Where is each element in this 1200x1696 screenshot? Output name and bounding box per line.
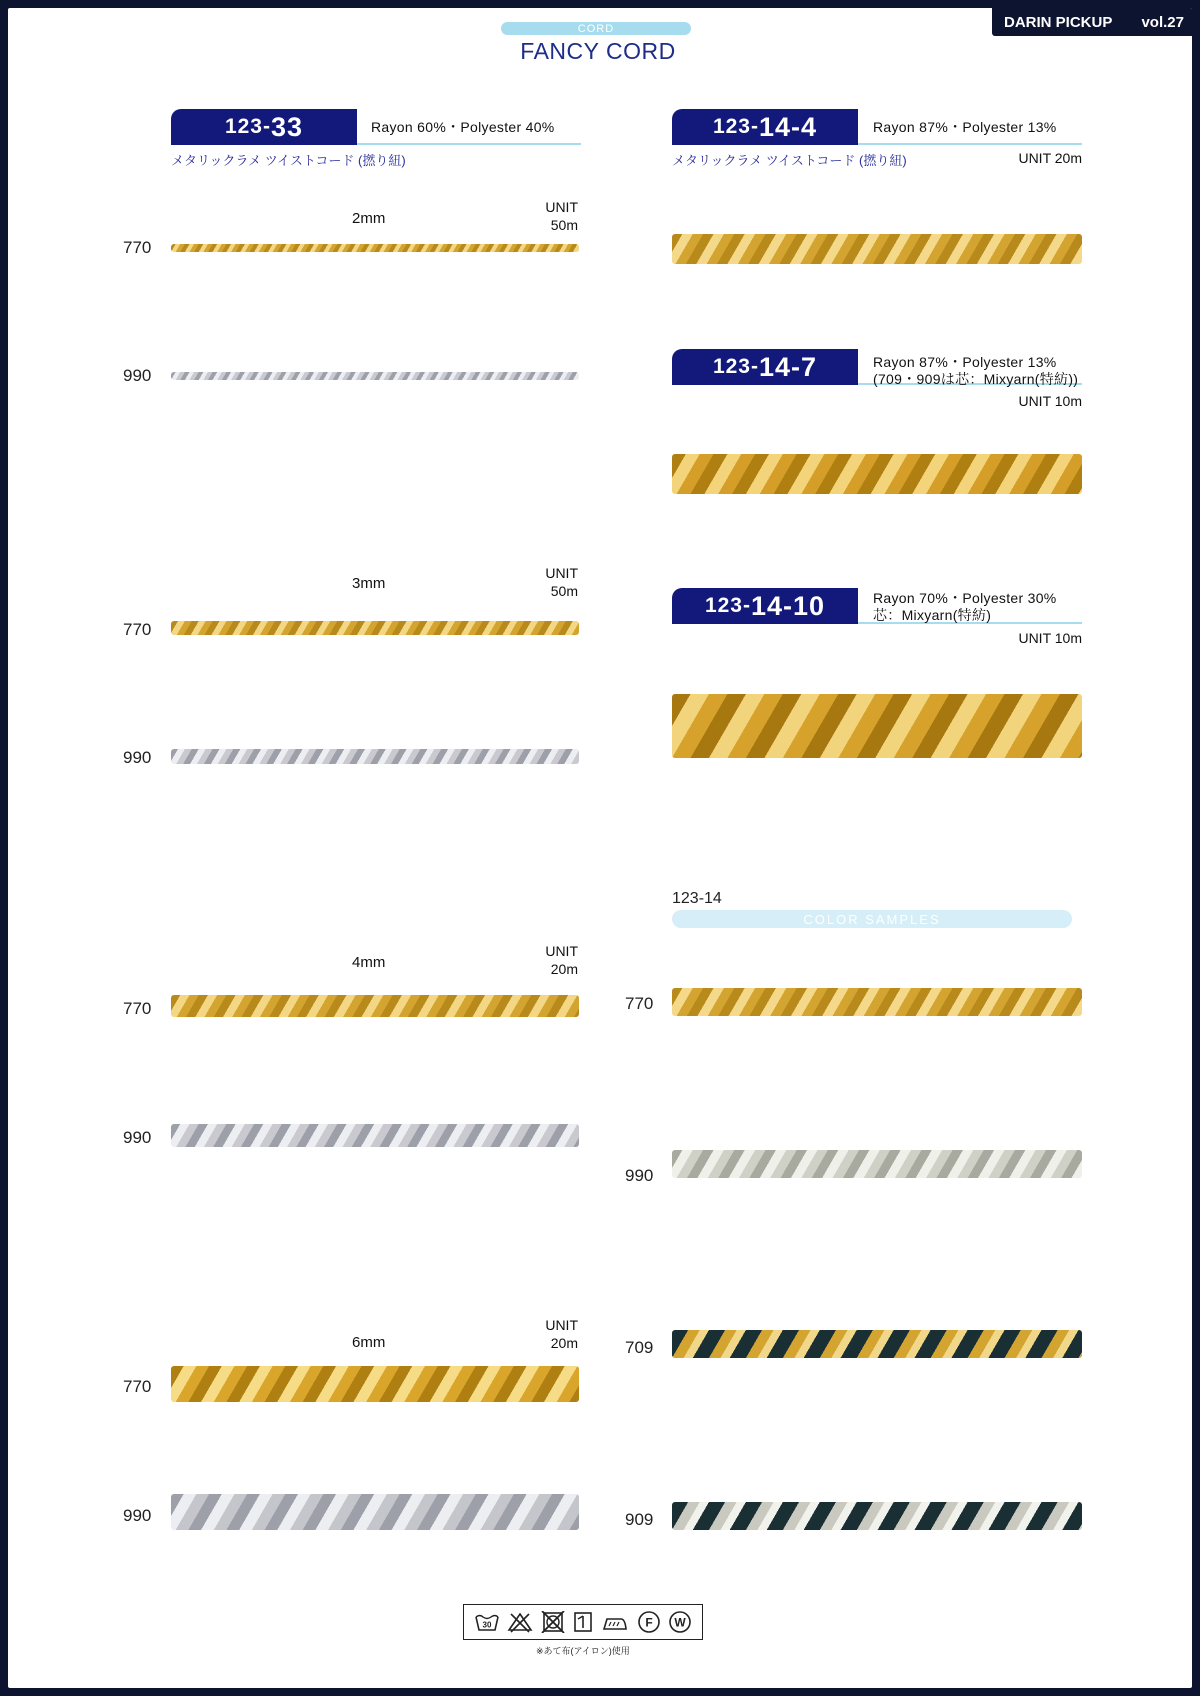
svg-text:W: W bbox=[674, 1615, 686, 1630]
color-code: 770 bbox=[123, 1377, 152, 1396]
description-jp: メタリックラメ ツイストコード (撚り紐) bbox=[672, 153, 907, 168]
wet-clean-w-icon bbox=[668, 1610, 692, 1634]
unit-4mm bbox=[528, 942, 578, 978]
cord-swatch-silver bbox=[672, 1150, 1082, 1178]
color-code: 990 bbox=[625, 1166, 654, 1185]
color-code: 990 bbox=[123, 1506, 152, 1525]
cord-swatch-silver bbox=[171, 749, 579, 764]
header-brand-tab bbox=[992, 8, 1192, 36]
code-prefix: 123- bbox=[224, 115, 271, 138]
color-code: 770 bbox=[123, 238, 152, 257]
color-samples-pill: COLOR SAMPLES bbox=[672, 910, 1072, 928]
size-label-6mm: 6mm bbox=[352, 1334, 386, 1351]
care-symbols bbox=[463, 1604, 703, 1640]
color-code: 709 bbox=[625, 1338, 654, 1357]
unit-6mm bbox=[528, 1316, 578, 1352]
composition: Rayon 70%・Polyester 30% bbox=[873, 590, 1057, 606]
composition: Rayon 87%・Polyester 13% bbox=[873, 119, 1057, 135]
cord-swatch-gold bbox=[672, 234, 1082, 264]
unit-label: UNIT bbox=[545, 565, 578, 581]
cord-swatch-gold bbox=[171, 1366, 579, 1402]
product-code-badge bbox=[672, 349, 858, 385]
color-code: 770 bbox=[123, 999, 152, 1018]
cord-swatch-silver-green bbox=[672, 1502, 1082, 1530]
wash-temp: 30 bbox=[482, 1620, 492, 1630]
product-header-123-33 bbox=[171, 109, 581, 149]
line-dry-icon bbox=[572, 1611, 594, 1633]
cord-swatch-gold bbox=[672, 454, 1082, 494]
product-code-badge bbox=[672, 109, 858, 145]
color-code: 990 bbox=[123, 366, 152, 385]
unit-3mm bbox=[528, 564, 578, 600]
samples-label: 123-14 bbox=[672, 890, 722, 907]
unit-123-14-7: UNIT 10m bbox=[1018, 393, 1082, 409]
composition: Rayon 87%・Polyester 13% bbox=[873, 354, 1057, 370]
cord-swatch-silver bbox=[171, 1124, 579, 1147]
no-tumble-dry-icon bbox=[541, 1611, 565, 1633]
product-header-123-14-4 bbox=[672, 109, 1082, 149]
code-prefix: 123- bbox=[712, 115, 759, 138]
composition-note: 芯：Mixyarn(特紡) bbox=[873, 607, 992, 623]
size-label-4mm: 4mm bbox=[352, 954, 386, 971]
unit-value: 20m bbox=[550, 1335, 578, 1351]
code-main: 14-7 bbox=[758, 351, 818, 382]
unit-123-14-10: UNIT 10m bbox=[1018, 630, 1082, 646]
unit-label: UNIT bbox=[545, 1317, 578, 1333]
care-note: ※あて布(アイロン)使用 bbox=[536, 1646, 630, 1656]
page-title: FANCY CORD bbox=[520, 38, 676, 64]
size-label-2mm: 2mm bbox=[352, 210, 386, 227]
code-main: 33 bbox=[270, 111, 304, 142]
unit-value: 20m bbox=[550, 961, 578, 977]
cord-swatch-gold bbox=[171, 244, 579, 252]
header-rule bbox=[357, 143, 581, 145]
cord-swatch-silver bbox=[171, 372, 579, 380]
size-label-3mm: 3mm bbox=[352, 575, 386, 592]
category-pill: CORD bbox=[501, 22, 691, 35]
unit-2mm bbox=[528, 198, 578, 234]
svg-text:F: F bbox=[645, 1615, 653, 1630]
cord-swatch-gold bbox=[672, 694, 1082, 758]
header-rule bbox=[858, 143, 1082, 145]
product-code-badge bbox=[672, 588, 858, 624]
cord-swatch-gold-green bbox=[672, 1330, 1082, 1358]
product-code-badge bbox=[171, 109, 357, 145]
catalog-page bbox=[8, 8, 1192, 1688]
cord-swatch-gold bbox=[171, 621, 579, 635]
color-code: 909 bbox=[625, 1510, 654, 1529]
code-main: 14-10 bbox=[750, 590, 826, 621]
cord-swatch-gold bbox=[672, 988, 1082, 1016]
no-bleach-icon bbox=[507, 1611, 533, 1633]
color-code: 990 bbox=[123, 1128, 152, 1147]
color-code: 770 bbox=[123, 620, 152, 639]
unit-label: UNIT bbox=[545, 943, 578, 959]
code-main: 14-4 bbox=[758, 111, 818, 142]
cord-swatch-silver bbox=[171, 1494, 579, 1530]
code-prefix: 123- bbox=[704, 594, 751, 617]
description-jp: メタリックラメ ツイストコード (撚り紐) bbox=[171, 153, 406, 168]
unit-label: UNIT bbox=[545, 199, 578, 215]
volume-number: vol.27 bbox=[1141, 13, 1184, 31]
color-code: 990 bbox=[123, 748, 152, 767]
dry-clean-f-icon bbox=[637, 1610, 661, 1634]
unit-123-14-4: UNIT 20m bbox=[1018, 150, 1082, 166]
unit-value: 50m bbox=[550, 583, 578, 599]
brand-name: DARIN PICKUP bbox=[1004, 13, 1113, 31]
composition-note: (709・909は芯：Mixyarn(特紡)) bbox=[873, 371, 1079, 387]
wash-30-icon bbox=[474, 1611, 500, 1633]
iron-low-icon bbox=[601, 1611, 629, 1633]
unit-value: 50m bbox=[550, 217, 578, 233]
code-prefix: 123- bbox=[712, 355, 759, 378]
cord-swatch-gold bbox=[171, 995, 579, 1017]
color-code: 770 bbox=[625, 994, 654, 1013]
composition: Rayon 60%・Polyester 40% bbox=[371, 119, 555, 135]
